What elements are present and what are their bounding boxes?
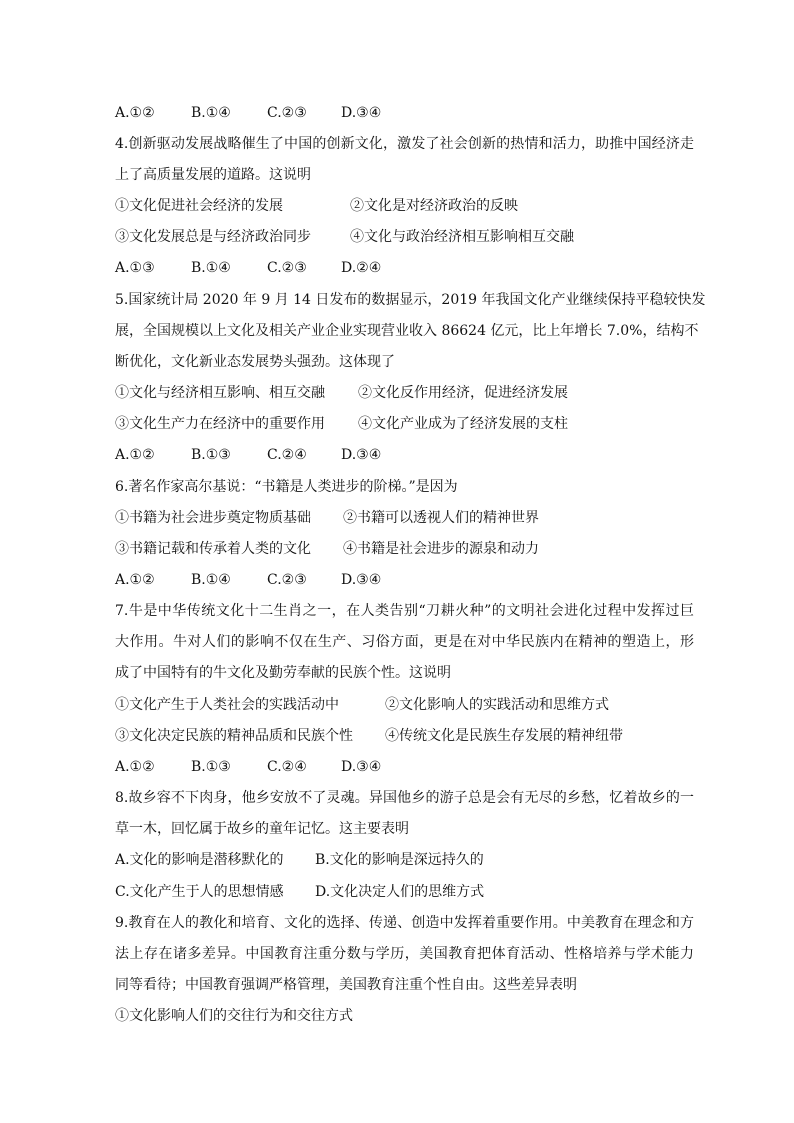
- q4-option-c: C.②③: [267, 260, 307, 276]
- q4-stem-line-2: 上了高质量发展的道路。这说明: [115, 167, 311, 183]
- q4-items-row-1: [115, 194, 694, 218]
- q9-stem-line-3: 同等看待；中国教育强调严格管理，美国教育注重个性自由。这些差异表明: [115, 977, 577, 993]
- q6-option-a: A.①②: [115, 572, 155, 588]
- q6-option-b: B.①④: [191, 572, 231, 588]
- q3-option-b: B.①④: [191, 105, 231, 121]
- q7-option-d: D.③④: [341, 759, 382, 775]
- q4-options: [115, 256, 694, 280]
- q4-item-4: ④文化与政治经济相互影响相互交融: [350, 229, 574, 245]
- q7-item-1: ①文化产生于人类社会的实践活动中: [115, 697, 339, 713]
- q8-choice-d: D.文化决定人们的思维方式: [315, 884, 485, 900]
- q7-option-a: A.①②: [115, 759, 155, 775]
- q5-option-d: D.③④: [341, 447, 382, 463]
- q5-stem-line-2: 展，全国规模以上文化及相关产业企业实现营业收入 86624 亿元，比上年增长 7.0%，结构不: [115, 323, 699, 339]
- q7-item-3: ③文化决定民族的精神品质和民族个性: [115, 728, 353, 744]
- q9-item-1: ①文化影响人们的交往行为和交往方式: [115, 1008, 353, 1024]
- q7-item-2: ②文化影响人的实践活动和思维方式: [385, 697, 609, 713]
- q5-item-1: ①文化与经济相互影响、相互交融: [115, 385, 325, 401]
- q5-items-row-2: [115, 412, 694, 436]
- q6-item-1: ①书籍为社会进步奠定物质基础: [115, 510, 311, 526]
- q4-option-b: B.①④: [191, 260, 231, 276]
- q4-item-1: ①文化促进社会经济的发展: [115, 198, 283, 214]
- q8-choice-a: A.文化的影响是潜移默化的: [115, 852, 284, 868]
- q4-option-d: D.②④: [341, 260, 382, 276]
- q8-choices-row-2: [115, 880, 694, 904]
- q5-option-b: B.①③: [191, 447, 231, 463]
- q4-item-3: ③文化发展总是与经济政治同步: [115, 229, 311, 245]
- q6-items-row-1: [115, 506, 694, 530]
- q5-items-row-1: [115, 381, 694, 405]
- q7-stem-line-1: 7.牛是中华传统文化十二生肖之一，在人类告别“刀耕火种”的文明社会进化过程中发挥过巨: [115, 603, 694, 619]
- q3-options: [115, 101, 694, 125]
- q6-option-c: C.②③: [267, 572, 307, 588]
- q9-stem-line-1: 9.教育在人的教化和培育、文化的选择、传递、创造中发挥着重要作用。中美教育在理念和方: [115, 915, 694, 931]
- q3-option-d: D.③④: [341, 105, 382, 121]
- q7-stem-line-2: 大作用。牛对人们的影响不仅在生产、习俗方面，更是在对中华民族内在精神的塑造上，形: [115, 634, 694, 650]
- q7-options: [115, 755, 694, 779]
- q8-stem-line-2: 草一木，回忆属于故乡的童年记忆。这主要表明: [115, 821, 409, 837]
- q6-item-4: ④书籍是社会进步的源泉和动力: [343, 541, 539, 557]
- q4-item-2: ②文化是对经济政治的反映: [350, 198, 518, 214]
- q7-item-4: ④传统文化是民族生存发展的精神纽带: [385, 728, 623, 744]
- q7-option-c: C.②④: [267, 759, 307, 775]
- q7-items-row-2: [115, 724, 694, 748]
- q5-option-a: A.①②: [115, 447, 155, 463]
- q5-item-3: ③文化生产力在经济中的重要作用: [115, 416, 325, 432]
- q5-stem-line-3: 断优化，文化新业态发展势头强劲。这体现了: [115, 354, 395, 370]
- q6-stem-line-1: 6.著名作家高尔基说：“书籍是人类进步的阶梯。”是因为: [115, 479, 458, 495]
- q5-options: [115, 443, 694, 467]
- q3-option-a: A.①②: [115, 105, 155, 121]
- q7-stem-line-3: 成了中国特有的牛文化及勤劳奉献的民族个性。这说明: [115, 665, 451, 681]
- q9-stem-line-2: 法上存在诸多差异。中国教育注重分数与学历，美国教育把体育活动、性格培养与学术能力: [115, 946, 694, 962]
- q6-options: [115, 568, 694, 592]
- q6-item-3: ③书籍记载和传承着人类的文化: [115, 541, 311, 557]
- q5-item-2: ②文化反作用经济，促进经济发展: [358, 385, 568, 401]
- q7-items-row-1: [115, 693, 694, 717]
- q6-items-row-2: [115, 537, 694, 561]
- q4-items-row-2: [115, 225, 694, 249]
- q6-option-d: D.③④: [341, 572, 382, 588]
- q5-option-c: C.②④: [267, 447, 307, 463]
- q8-choices-row-1: [115, 848, 694, 872]
- q4-option-a: A.①③: [115, 260, 155, 276]
- q8-choice-b: B.文化的影响是深远持久的: [315, 852, 484, 868]
- q6-item-2: ②书籍可以透视人们的精神世界: [343, 510, 539, 526]
- q5-item-4: ④文化产业成为了经济发展的支柱: [358, 416, 568, 432]
- q7-option-b: B.①③: [191, 759, 231, 775]
- q8-choice-c: C.文化产生于人的思想情感: [115, 884, 284, 900]
- q3-option-c: C.②③: [267, 105, 307, 121]
- q8-stem-line-1: 8.故乡容不下肉身，他乡安放不了灵魂。异国他乡的游子总是会有无尽的乡愁，忆着故乡的一: [115, 790, 694, 806]
- q5-stem-line-1: 5.国家统计局 2020 年 9 月 14 日发布的数据显示，2019 年我国文化产业继续保持平稳较快发: [115, 292, 706, 308]
- q4-stem-line-1: 4.创新驱动发展战略催生了中国的创新文化，激发了社会创新的热情和活力，助推中国经济走: [115, 136, 694, 152]
